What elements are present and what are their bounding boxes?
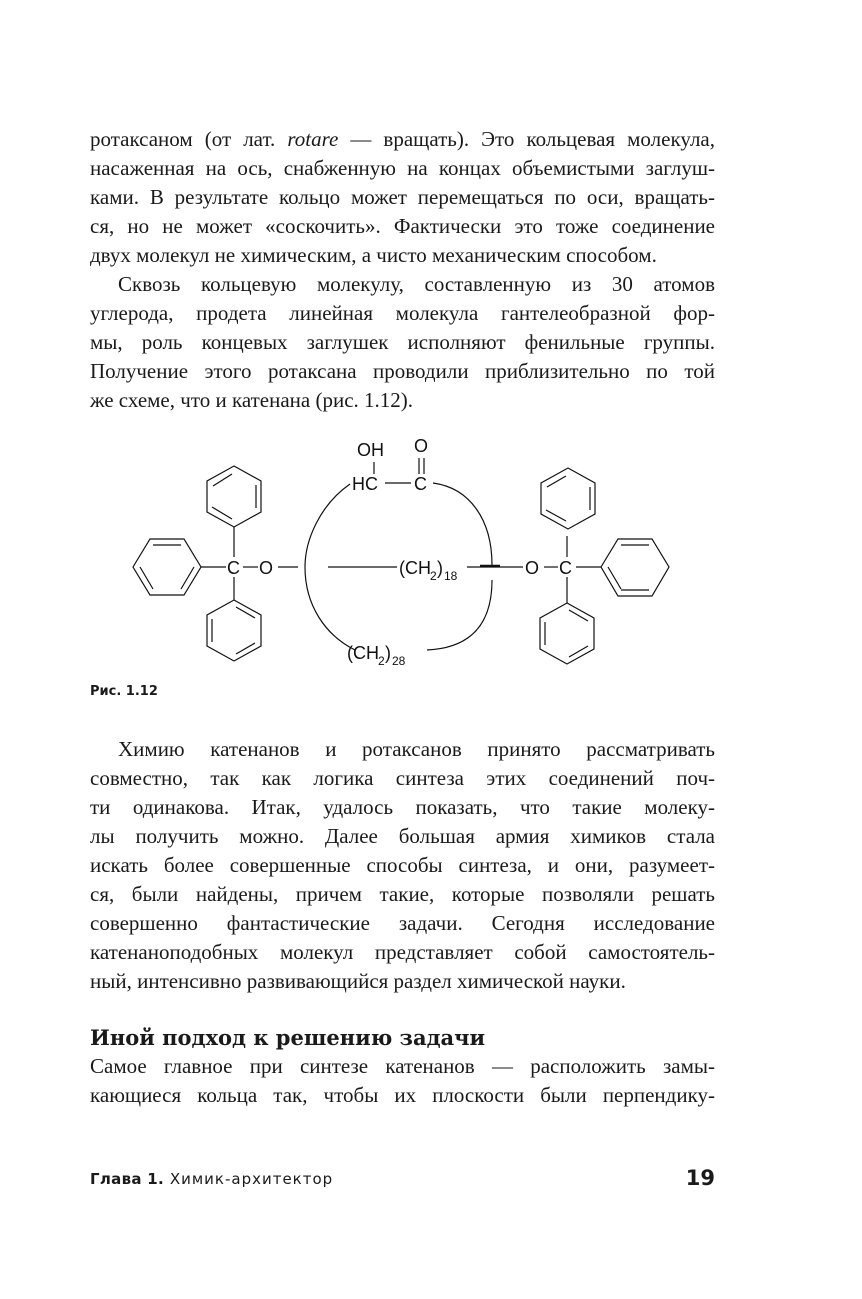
running-footer-chapter: Глава 1. Химик-архитектор [90,1170,334,1188]
phenyl-ring-left-bottom [207,600,261,661]
text-line: Самое главное при синтезе катенанов — расположить замы- [90,1054,715,1078]
text-line: ротаксаном (от лат. rotare — вращать). Это кольцевая молекула, [90,127,715,151]
page-footer [90,1166,715,1194]
text-line: ный, интенсивно развивающийся раздел химической науки. [90,969,626,993]
italic-term: rotare [287,127,339,151]
rotaxane-structure-diagram [120,430,720,680]
svg-text:): ) [385,643,391,663]
label-c-carbonyl: C [414,474,427,494]
text-line: мы, роль концевых заглушек исполняют фенильные группы. [90,330,715,354]
text-line: ся, были найдены, причем такие, которые позволяли решать [90,882,715,906]
svg-text:(CH: (CH [347,643,379,663]
text-line: Химию катенанов и ротаксанов принято рассматривать [118,737,715,761]
text-line: Получение этого ротаксана проводили приблизительно по той [90,359,715,383]
label-o-carbonyl: O [414,436,429,456]
text-line: двух молекул не химическим, а чисто механическим способом. [90,243,657,267]
text-line: ками. В результате кольцо может перемещаться по оси, вращать- [90,185,715,209]
text-line: углерода, продета линейная молекула гантелеобразной фор- [90,301,715,325]
text-line: Сквозь кольцевую молекулу, составленную из 30 атомов [118,272,715,296]
svg-text:18: 18 [444,569,458,583]
label-c-right: C [559,558,572,578]
phenyl-ring-left-side [133,539,201,595]
svg-text:(CH: (CH [399,558,431,578]
text-line: же схеме, что и катенана (рис. 1.12). [90,388,414,412]
phenyl-ring-right-bottom [540,603,594,664]
text-line: ти одинакова. Итак, удалось показать, что такие молеку- [90,795,715,819]
phenyl-ring-right-side [601,539,669,596]
label-hc: HC [352,474,378,494]
svg-text:28: 28 [392,654,406,668]
text-line: лы получить можно. Далее большая армия химиков стала [90,824,715,848]
label-o-right: O [525,558,540,578]
phenyl-ring-right-top [541,468,595,529]
phenyl-ring-left-top [207,466,261,527]
text-line: искать более совершенные способы синтеза, и они, разумеет- [90,853,715,877]
svg-text:2: 2 [430,569,437,583]
label-o-left: O [259,558,274,578]
svg-text:): ) [437,558,443,578]
page-number: 19 [685,1166,715,1190]
text-line: катенаноподобных молекул представляет собой самостоятель- [90,940,715,964]
text-line: совершенно фантастические задачи. Сегодня исследование [90,911,715,935]
text-line: ся, но не может «соскочить». Фактически это тоже соединение [90,214,715,238]
text-line: кающиеся кольца так, чтобы их плоскости были перпендику- [90,1083,715,1107]
text-line: насаженная на ось, снабженную на концах объемистыми заглуш- [90,156,715,180]
text-line: совместно, так как логика синтеза этих соединений поч- [90,766,715,790]
svg-text:2: 2 [378,654,385,668]
section-heading: Иной подход к решению задачи [90,1025,486,1050]
label-oh: OH [357,440,384,460]
figure-caption: Рис. 1.12 [90,684,158,699]
label-ch2-28 [347,643,406,668]
label-c-left: C [227,558,240,578]
label-ch2-18 [399,558,458,583]
